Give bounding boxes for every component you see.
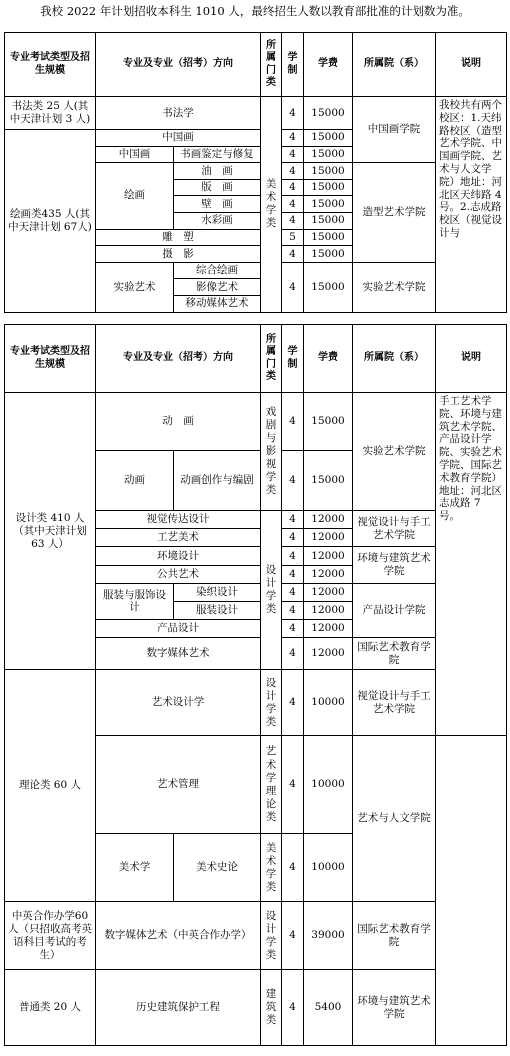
header-major: 专业及专业（招考）方向 — [96, 33, 261, 97]
enrollment-table-part-2 — [4, 324, 507, 1046]
major-cell: 艺术设计学 — [96, 670, 261, 736]
table-row — [5, 393, 507, 451]
header-years: 学制 — [282, 325, 304, 393]
category-cell: 理论类 60 人 — [5, 670, 96, 902]
years-cell: 4 — [282, 246, 304, 263]
school-cell: 环境与建筑艺术学院 — [353, 547, 436, 583]
header-major: 专业及专业（招考）方向 — [96, 325, 261, 393]
table-header-row — [5, 325, 507, 393]
school-cell: 艺术与人文学院 — [353, 736, 436, 902]
header-fee: 学费 — [304, 325, 353, 393]
major-cell: 染织设计 — [174, 583, 261, 601]
discipline-cell: 艺术学理论类 — [261, 736, 282, 834]
major-cell: 移动媒体艺术 — [174, 295, 261, 312]
discipline-cell: 设计学类 — [261, 902, 282, 970]
fee-cell: 15000 — [304, 179, 353, 196]
category-cell: 中英合作办学60 人（只招收高考英语科目考试的考生） — [5, 902, 96, 970]
table-row — [5, 670, 507, 736]
fee-cell: 15000 — [304, 146, 353, 163]
discipline-cell: 戏剧与影视学类 — [261, 393, 282, 511]
years-cell: 4 — [282, 262, 304, 312]
major-cell: 环境设计 — [96, 547, 261, 565]
school-cell: 造型艺术学院 — [353, 163, 436, 263]
fee-cell: 15000 — [304, 130, 353, 147]
fee-cell: 15000 — [304, 163, 353, 180]
category-cell: 设计类 410 人（其中天津计划63 人） — [5, 393, 96, 670]
table-row — [5, 902, 507, 970]
years-cell: 4 — [282, 970, 304, 1046]
major-group-cell: 动画 — [96, 451, 174, 511]
fee-cell: 10000 — [304, 670, 353, 736]
fee-cell: 12000 — [304, 511, 353, 529]
fee-cell: 15000 — [304, 212, 353, 229]
enrollment-table-part-1 — [4, 32, 507, 313]
category-cell: 普通类 20 人 — [5, 970, 96, 1046]
fee-cell: 15000 — [304, 262, 353, 312]
note-cell: 我校共有两个校区：1.天纬路校区（造型艺术学院、中国画学院、艺术与人文学院）地址：河北区天纬路 4 号。2.志成路校区（视觉设计与 — [436, 97, 507, 313]
header-note: 说明 — [436, 33, 507, 97]
years-cell: 4 — [282, 163, 304, 180]
fee-cell: 12000 — [304, 547, 353, 565]
school-cell: 实验艺术学院 — [353, 393, 436, 511]
major-cell: 综合绘画 — [174, 262, 261, 279]
major-cell: 视觉传达设计 — [96, 511, 261, 529]
header-school: 所属院（系） — [353, 325, 436, 393]
years-cell: 4 — [282, 834, 304, 902]
header-discipline: 所属门类 — [261, 33, 282, 97]
years-cell: 4 — [282, 601, 304, 619]
table-header-row — [5, 33, 507, 97]
major-cell: 摄 影 — [96, 246, 261, 263]
school-cell: 视觉设计与手工艺术学院 — [353, 670, 436, 736]
header-school: 所属院（系） — [353, 33, 436, 97]
years-cell: 4 — [282, 393, 304, 451]
major-cell: 版 画 — [174, 179, 261, 196]
years-cell: 4 — [282, 547, 304, 565]
major-cell: 公共艺术 — [96, 565, 261, 583]
major-cell: 影像艺术 — [174, 279, 261, 296]
years-cell: 4 — [282, 451, 304, 511]
major-cell: 雕 塑 — [96, 229, 261, 246]
major-cell: 数字媒体艺术 — [96, 638, 261, 670]
major-group-cell: 实验艺术 — [96, 262, 174, 312]
fee-cell: 12000 — [304, 583, 353, 601]
fee-cell: 10000 — [304, 834, 353, 902]
years-cell: 4 — [282, 130, 304, 147]
years-cell: 4 — [282, 511, 304, 529]
fee-cell: 15000 — [304, 393, 353, 451]
header-fee: 学费 — [304, 33, 353, 97]
category-cell: 绘画类435 人(其中天津计划 67人) — [5, 130, 96, 313]
years-cell: 4 — [282, 196, 304, 213]
major-cell: 油 画 — [174, 163, 261, 180]
years-cell: 4 — [282, 565, 304, 583]
major-cell: 产品设计 — [96, 620, 261, 638]
years-cell: 4 — [282, 146, 304, 163]
header-category: 专业考试类型及招生规模 — [5, 325, 96, 393]
years-cell: 4 — [282, 736, 304, 834]
school-cell: 环境与建筑艺术学院 — [353, 970, 436, 1046]
fee-cell: 12000 — [304, 638, 353, 670]
table-row — [5, 970, 507, 1046]
years-cell: 4 — [282, 212, 304, 229]
years-cell: 4 — [282, 529, 304, 547]
major-cell: 美术史论 — [174, 834, 261, 902]
fee-cell: 15000 — [304, 451, 353, 511]
school-cell: 国际艺术教育学院 — [353, 638, 436, 670]
fee-cell: 12000 — [304, 601, 353, 619]
fee-cell: 15000 — [304, 229, 353, 246]
years-cell: 4 — [282, 902, 304, 970]
discipline-cell: 美术学类 — [261, 97, 282, 313]
years-cell: 4 — [282, 179, 304, 196]
school-cell: 视觉设计与手工艺术学院 — [353, 511, 436, 547]
fee-cell: 12000 — [304, 565, 353, 583]
header-category: 专业考试类型及招生规模 — [5, 33, 96, 97]
fee-cell: 12000 — [304, 529, 353, 547]
major-cell: 工艺美术 — [96, 529, 261, 547]
major-cell: 服装设计 — [174, 601, 261, 619]
major-cell: 动画创作与编剧 — [174, 451, 261, 511]
years-cell: 4 — [282, 583, 304, 601]
header-discipline: 所属门类 — [261, 325, 282, 393]
discipline-cell: 设计学类 — [261, 511, 282, 670]
header-years: 学制 — [282, 33, 304, 97]
discipline-cell: 设计学类 — [261, 670, 282, 736]
fee-cell: 12000 — [304, 620, 353, 638]
years-cell: 4 — [282, 620, 304, 638]
discipline-cell: 建筑类 — [261, 970, 282, 1046]
discipline-cell: 美术学类 — [261, 834, 282, 902]
fee-cell: 39000 — [304, 902, 353, 970]
school-cell: 实验艺术学院 — [353, 262, 436, 312]
years-cell: 4 — [282, 97, 304, 130]
major-group-cell: 美术学 — [96, 834, 174, 902]
fee-cell: 5400 — [304, 970, 353, 1046]
table-row — [5, 97, 507, 130]
note-cell-empty — [436, 736, 507, 1046]
major-cell: 动 画 — [96, 393, 261, 451]
fee-cell: 15000 — [304, 97, 353, 130]
major-cell: 历史建筑保护工程 — [96, 970, 261, 1046]
major-cell: 艺术管理 — [96, 736, 261, 834]
category-cell: 书法类 25 人(其中天津计划 3 人) — [5, 97, 96, 130]
years-cell: 4 — [282, 670, 304, 736]
fee-cell: 10000 — [304, 736, 353, 834]
fee-cell: 15000 — [304, 196, 353, 213]
school-cell: 中国画学院 — [353, 97, 436, 163]
school-cell: 产品设计学院 — [353, 583, 436, 638]
years-cell: 5 — [282, 229, 304, 246]
major-group-cell: 中国画 — [96, 146, 174, 163]
major-cell: 壁 画 — [174, 196, 261, 213]
major-cell: 水彩画 — [174, 212, 261, 229]
note-cell: 手工艺术学院、环境与建筑艺术学院、产品设计学院、实验艺术学院、国际艺术教育学院）地址：河北区志成路 7 号。 — [436, 393, 507, 736]
major-cell: 书法学 — [96, 97, 261, 130]
header-note: 说明 — [436, 325, 507, 393]
school-cell: 国际艺术教育学院 — [353, 902, 436, 970]
major-cell: 书画鉴定与修复 — [174, 146, 261, 163]
major-group-cell: 服装与服饰设计 — [96, 583, 174, 619]
intro-text: 我校 2022 年计划招收本科生 1010 人，最终招生人数以教育部批准的计划数为准。 — [40, 4, 470, 18]
major-group-cell: 绘画 — [96, 163, 174, 229]
years-cell: 4 — [282, 638, 304, 670]
major-cell: 数字媒体艺术（中英合作办学） — [96, 902, 261, 970]
fee-cell: 15000 — [304, 246, 353, 263]
major-cell: 中国画 — [96, 130, 261, 147]
